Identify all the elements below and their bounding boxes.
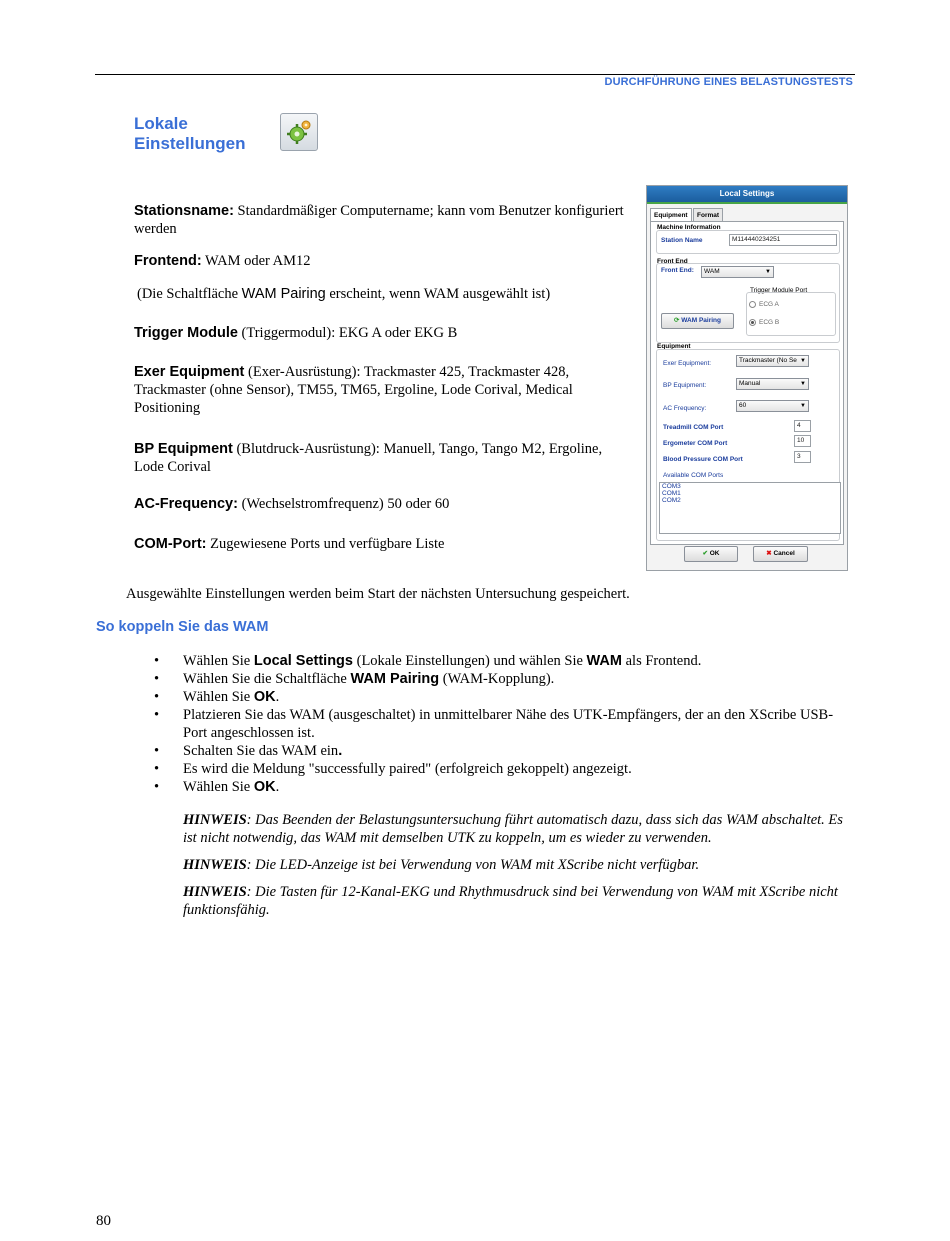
equipment-panel — [650, 221, 844, 545]
title-line-2: Einstellungen — [134, 134, 246, 153]
title-line-1: Lokale — [134, 114, 188, 133]
ac-frequency-select[interactable]: 60 ▼ — [736, 400, 809, 412]
refresh-icon: ⟳ — [674, 317, 680, 324]
dialog-title: Local Settings — [647, 186, 847, 204]
bp-equipment-label: BP Equipment: — [663, 382, 707, 389]
radio-ecg-a[interactable]: ECG A — [749, 301, 779, 308]
equipment-group-label: Equipment — [657, 343, 691, 350]
saved-settings-text: Ausgewählte Einstellungen werden beim Start der nächsten Untersuchung gespeichert. — [126, 586, 630, 602]
bp-com-field[interactable]: 3 — [794, 451, 811, 463]
trigger-port-group-label: Trigger Module Port — [750, 287, 808, 294]
setting-com-port: COM-Port: Zugewiesene Ports und verfügbare Liste — [134, 536, 445, 552]
treadmill-com-field[interactable]: 4 — [794, 420, 811, 432]
setting-exer-equipment: Exer Equipment (Exer-Ausrüstung): Trackmaster 425, Trackmaster 428, Trackmaster (ohne Sensor), TM55, TM65, Ergoline, Lode Corival, Medical Positioning — [134, 364, 573, 416]
available-ports-label: Available COM Ports — [663, 472, 724, 479]
wam-pairing-button[interactable]: ⟳ WAM Pairing — [661, 313, 734, 329]
trigger-port-group — [746, 292, 836, 336]
station-name-field[interactable]: M114440234251 — [729, 234, 837, 246]
list-item[interactable]: COM2 — [662, 497, 681, 504]
front-end-label: Front End: — [661, 267, 694, 274]
note-paragraph: HINWEIS: Das Beenden der Belastungsuntersuchung führt automatisch dazu, dass sich das WAM abschaltet. Es ist nicht notwendig, das WAM mit demselben UTK zu koppeln, um es wieder zu verwenden. — [183, 812, 843, 846]
list-item: • Wählen Sie OK. — [150, 688, 850, 706]
list-item: • Es wird die Meldung "successfully paired" (erfolgreich gekoppelt) angezeigt. — [150, 760, 850, 778]
bp-com-label: Blood Pressure COM Port — [663, 456, 743, 463]
page-number: 80 — [96, 1213, 111, 1229]
radio-ecg-a-dot — [749, 301, 756, 308]
list-item: • Wählen Sie Local Settings (Lokale Einstellungen) und wählen Sie WAM als Frontend. — [150, 652, 850, 670]
ok-button[interactable]: ✔ OK — [684, 546, 738, 562]
list-item[interactable]: COM3 — [662, 483, 681, 490]
wam-pairing-note: (Die Schaltfläche WAM Pairing erscheint, wenn WAM ausgewählt ist) — [137, 286, 551, 302]
treadmill-com-label: Treadmill COM Port — [663, 424, 724, 431]
exer-equipment-select[interactable]: Trackmaster (No Se ▼ — [736, 355, 809, 367]
list-item: • Wählen Sie die Schaltfläche WAM Pairing (WAM-Kopplung). — [150, 670, 850, 688]
list-item: • Wählen Sie OK. — [150, 778, 850, 796]
available-ports-list[interactable] — [659, 482, 841, 534]
ergometer-com-field[interactable]: 10 — [794, 435, 811, 447]
cancel-button[interactable]: ✖ Cancel — [753, 546, 808, 562]
ergometer-com-label: Ergometer COM Port — [663, 440, 728, 447]
checkmark-icon: ✔ — [702, 550, 708, 557]
chevron-down-icon: ▼ — [800, 381, 806, 387]
page-title — [134, 114, 245, 154]
bp-equipment-select[interactable]: Manual ▼ — [736, 378, 809, 390]
front-end-group-label: Front End — [657, 258, 688, 265]
chevron-down-icon: ▼ — [765, 269, 771, 275]
station-name-label: Station Name — [661, 237, 703, 244]
setting-ac-frequency: AC-Frequency: (Wechselstromfrequenz) 50 oder 60 — [134, 496, 450, 512]
exer-equipment-label: Exer Equipment: — [663, 360, 712, 367]
gear-settings-icon — [280, 113, 318, 151]
radio-ecg-b[interactable]: ECG B — [749, 319, 779, 326]
list-item: • Schalten Sie das WAM ein. — [150, 742, 850, 760]
tab-equipment[interactable]: Equipment — [650, 208, 692, 223]
pairing-steps-list — [150, 652, 850, 796]
local-settings-dialog — [646, 185, 848, 571]
radio-ecg-b-dot — [749, 319, 756, 326]
header-rule — [95, 74, 855, 75]
setting-trigger-module: Trigger Module (Triggermodul): EKG A oder EKG B — [134, 325, 458, 341]
chevron-down-icon: ▼ — [800, 403, 806, 409]
notes-block — [183, 811, 850, 928]
tab-format[interactable]: Format — [693, 208, 723, 222]
setting-bp-equipment: BP Equipment (Blutdruck-Ausrüstung): Manuell, Tango, Tango M2, Ergoline, Lode Corival — [134, 441, 603, 475]
chevron-down-icon: ▼ — [800, 358, 806, 364]
section-header: DURCHFÜHRUNG EINES BELASTUNGSTESTS — [604, 76, 853, 88]
note-paragraph: HINWEIS: Die LED-Anzeige ist bei Verwendung von WAM mit XScribe nicht verfügbar. — [183, 857, 700, 873]
machine-info-group-label: Machine Information — [657, 224, 721, 231]
list-item: • Platzieren Sie das WAM (ausgeschaltet) in unmittelbarer Nähe des UTK-Empfängers, der an den XScribe USB-Port angeschlossen ist. — [150, 706, 850, 742]
section-subheading: So koppeln Sie das WAM — [96, 619, 269, 635]
front-end-select[interactable]: WAM ▼ — [701, 266, 774, 278]
close-icon: ✖ — [766, 550, 772, 557]
setting-frontend: Frontend: WAM oder AM12 — [134, 253, 311, 269]
setting-station-name: Stationsname: Standardmäßiger Computername; kann vom Benutzer konfiguriert werden — [134, 203, 624, 237]
note-paragraph: HINWEIS: Die Tasten für 12-Kanal-EKG und Rhythmusdruck sind bei Verwendung von WAM mit XScribe nicht funktionsfähig. — [183, 884, 838, 918]
list-item[interactable]: COM1 — [662, 490, 681, 497]
ac-frequency-label: AC Frequency: — [663, 405, 707, 412]
